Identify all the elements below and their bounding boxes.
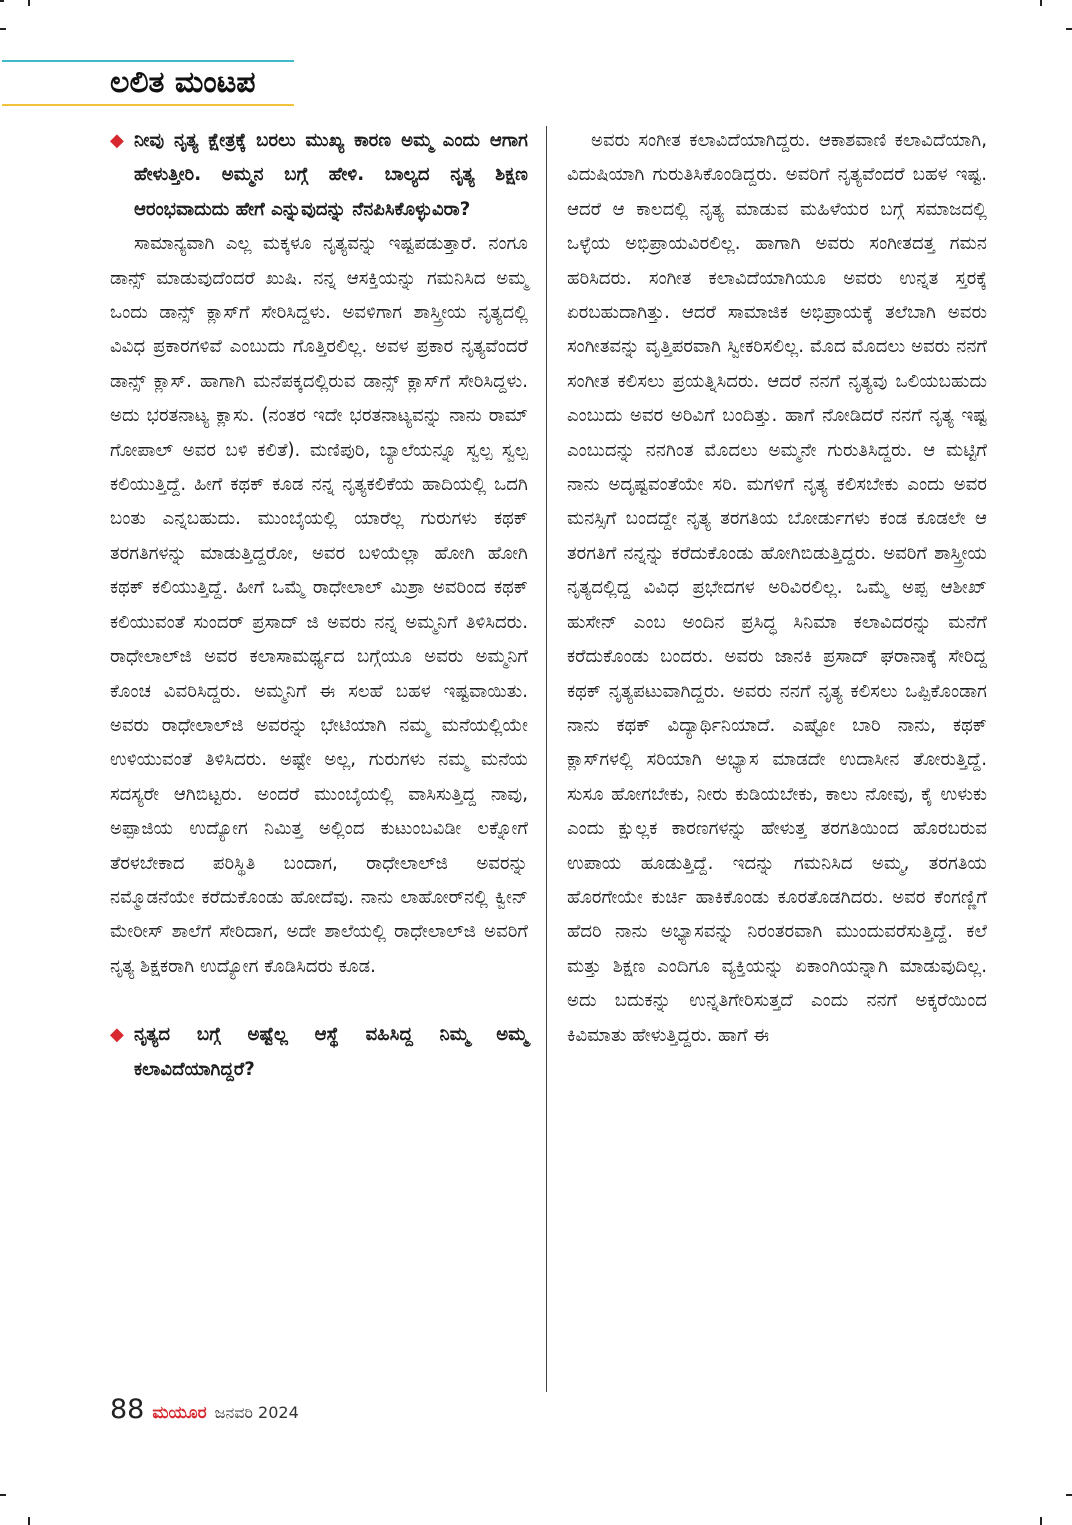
section-title: ಲಲಿತ ಮಂಟಪ	[110, 65, 256, 100]
crop-mark	[1066, 28, 1072, 30]
left-column	[110, 124, 528, 1087]
crop-mark	[1040, 1517, 1042, 1525]
diamond-bullet-icon: ◆	[110, 130, 124, 151]
question-2	[110, 1018, 528, 1087]
crop-mark	[28, 0, 30, 6]
crop-mark	[0, 0, 4, 2]
page-footer	[110, 1394, 299, 1430]
answer-1: ಸಾಮಾನ್ಯವಾಗಿ ಎಲ್ಲ ಮಕ್ಕಳೂ ನೃತ್ಯವನ್ನು ಇಷ್ಟಪಡುತ್ತಾರೆ. ನಂಗೂ ಡಾನ್ಸ್ ಮಾಡುವುದೆಂದರೆ ಖುಷಿ. ನನ್ನ ಆಸಕ್ತಿಯನ್ನು ಗಮನಿಸಿದ ಅಮ್ಮ ಒಂದು ಡಾನ್ಸ್ ಕ್ಲಾಸ್‌ಗೆ ಸೇರಿಸಿದ್ದಳು. ಅವಳಿಗಾಗ ಶಾಸ್ತ್ರೀಯ ನೃತ್ಯದಲ್ಲಿ ವಿವಿಧ ಪ್ರಕಾರಗಳಿವೆ ಎಂಬುದು ಗೊತ್ತಿರಲಿಲ್ಲ. ಅವಳ ಪ್ರಕಾರ ನೃತ್ಯವೆಂದರೆ ಡಾನ್ಸ್ ಕ್ಲಾಸ್. ಹಾಗಾಗಿ ಮನೆಪಕ್ಕದಲ್ಲಿರುವ ಡಾನ್ಸ್ ಕ್ಲಾಸ್‌ಗೆ ಸೇರಿಸಿದ್ದಳು. ಅದು ಭರತನಾಟ್ಯ ಕ್ಲಾಸು. (ನಂತರ ಇದೇ ಭರತನಾಟ್ಯವನ್ನು ನಾನು ರಾಮ್ ಗೋಪಾಲ್ ಅವರ ಬಳಿ ಕಲಿತೆ). ಮಣಿಪುರಿ, ಬ್ಯಾಲೆಯನ್ನೂ ಸ್ವಲ್ಪ ಸ್ವಲ್ಪ ಕಲಿಯುತ್ತಿದ್ದೆ. ಹೀಗೆ ಕಥಕ್ ಕೂಡ ನನ್ನ ನೃತ್ಯಕಲಿಕೆಯ ಹಾದಿಯಲ್ಲಿ ಒದಗಿ ಬಂತು ಎನ್ನಬಹುದು. ಮುಂಬೈಯಲ್ಲಿ ಯಾರೆಲ್ಲ ಗುರುಗಳು ಕಥಕ್ ತರಗತಿಗಳನ್ನು ಮಾಡುತ್ತಿದ್ದರೋ, ಅವರ ಬಳಿಯೆಲ್ಲಾ ಹೋಗಿ ಹೋಗಿ ಕಥಕ್ ಕಲಿಯುತ್ತಿದ್ದೆ. ಹೀಗೆ ಒಮ್ಮೆ ರಾಧೇಲಾಲ್ ಮಿಶ್ರಾ ಅವರಿಂದ ಕಥಕ್ ಕಲಿಯುವಂತೆ ಸುಂದರ್ ಪ್ರಸಾದ್ ಜಿ ಅವರು ನನ್ನ ಅಮ್ಮನಿಗೆ ತಿಳಿಸಿದರು. ರಾಧೇಲಾಲ್‌ಜಿ ಅವರ ಕಲಾಸಾಮರ್ಥ್ಯದ ಬಗ್ಗೆಯೂ ಅವರು ಅಮ್ಮನಿಗೆ ಕೊಂಚ ವಿವರಿಸಿದ್ದರು. ಅಮ್ಮನಿಗೆ ಈ ಸಲಹೆ ಬಹಳ ಇಷ್ಟವಾಯಿತು. ಅವರು ರಾಧೇಲಾಲ್‌ಜಿ ಅವರನ್ನು ಭೇಟಿಯಾಗಿ ನಮ್ಮ ಮನೆಯಲ್ಲಿಯೇ ಉಳಿಯುವಂತೆ ತಿಳಿಸಿದರು. ಅಷ್ಟೇ ಅಲ್ಲ, ಗುರುಗಳು ನಮ್ಮ ಮನೆಯ ಸದಸ್ಯರೇ ಆಗಿಬಿಟ್ಟರು. ಅಂದರೆ ಮುಂಬೈಯಲ್ಲಿ ವಾಸಿಸುತ್ತಿದ್ದ ನಾವು, ಅಪ್ಪಾಜಿಯ ಉದ್ಯೋಗ ನಿಮಿತ್ತ ಅಲ್ಲಿಂದ ಕುಟುಂಬವಿಡೀ ಲಕ್ನೋಗೆ ತೆರಳಬೇಕಾದ ಪರಿಸ್ಥಿತಿ ಬಂದಾಗ, ರಾಧೇಲಾಲ್‌ಜಿ ಅವರನ್ನು ನಮ್ಮೊಡನೆಯೇ ಕರೆದುಕೊಂಡು ಹೋದೆವು. ನಾನು ಲಾಹೋರ್‌ನಲ್ಲಿ ಕ್ವೀನ್ ಮೇರೀಸ್ ಶಾಲೆಗೆ ಸೇರಿದಾಗ, ಅದೇ ಶಾಲೆಯಲ್ಲಿ ರಾಧೇಲಾಲ್‌ಜಿ ಅವರಿಗೆ ನೃತ್ಯ ಶಿಕ್ಷಕರಾಗಿ ಉದ್ಯೋಗ ಕೊಡಿಸಿದರು ಕೂಡ.	[110, 233, 528, 977]
issue-date: ಜನವರಿ 2024	[214, 1403, 299, 1422]
crop-mark	[0, 1494, 6, 1496]
question-1-text: ನೀವು ನೃತ್ಯ ಕ್ಷೇತ್ರಕ್ಕೆ ಬರಲು ಮುಖ್ಯ ಕಾರಣ ಅಮ್ಮ ಎಂದು ಆಗಾಗ ಹೇಳುತ್ತೀರಿ. ಅಮ್ಮನ ಬಗ್ಗೆ ಹೇಳಿ. ಬಾಲ್ಯದ ನೃತ್ಯ ಶಿಕ್ಷಣ ಆರಂಭವಾದುದು ಹೇಗೆ ಎನ್ನುವುದನ್ನು ನೆನಪಿಸಿಕೊಳ್ಳುವಿರಾ?	[134, 130, 528, 220]
question-1	[110, 124, 528, 227]
crop-mark	[1040, 0, 1042, 6]
diamond-bullet-icon: ◆	[110, 1024, 124, 1046]
page-number: 88	[110, 1394, 145, 1425]
section-rule-bottom	[2, 104, 294, 106]
column-divider	[546, 126, 547, 1392]
magazine-logo: ಮಯೂರ	[152, 1403, 207, 1423]
right-column	[567, 124, 987, 1053]
answer-2: ಅವರು ಸಂಗೀತ ಕಲಾವಿದೆಯಾಗಿದ್ದರು. ಆಕಾಶವಾಣಿ ಕಲಾವಿದೆಯಾಗಿ, ವಿದುಷಿಯಾಗಿ ಗುರುತಿಸಿಕೊಂಡಿದ್ದರು. ಅವರಿಗೆ ನೃತ್ಯವೆಂದರೆ ಬಹಳ ಇಷ್ಟ. ಆದರೆ ಆ ಕಾಲದಲ್ಲಿ ನೃತ್ಯ ಮಾಡುವ ಮಹಿಳೆಯರ ಬಗ್ಗೆ ಸಮಾಜದಲ್ಲಿ ಒಳ್ಳೆಯ ಅಭಿಪ್ರಾಯವಿರಲಿಲ್ಲ. ಹಾಗಾಗಿ ಅವರು ಸಂಗೀತದತ್ತ ಗಮನ ಹರಿಸಿದರು. ಸಂಗೀತ ಕಲಾವಿದೆಯಾಗಿಯೂ ಅವರು ಉನ್ನತ ಸ್ತರಕ್ಕೆ ಏರಬಹುದಾಗಿತ್ತು. ಆದರೆ ಸಾಮಾಜಿಕ ಅಭಿಪ್ರಾಯಕ್ಕೆ ತಲೆಬಾಗಿ ಅವರು ಸಂಗೀತವನ್ನು ವೃತ್ತಿಪರವಾಗಿ ಸ್ವೀಕರಿಸಲಿಲ್ಲ. ಮೊದ ಮೊದಲು ಅವರು ನನಗೆ ಸಂಗೀತ ಕಲಿಸಲು ಪ್ರಯತ್ನಿಸಿದರು. ಆದರೆ ನನಗೆ ನೃತ್ಯವು ಒಲಿಯಬಹುದು ಎಂಬುದು ಅವರ ಅರಿವಿಗೆ ಬಂದಿತ್ತು. ಹಾಗೆ ನೋಡಿದರೆ ನನಗೆ ನೃತ್ಯ ಇಷ್ಟ ಎಂಬುದನ್ನು ನನಗಿಂತ ಮೊದಲು ಅಮ್ಮನೇ ಗುರುತಿಸಿದ್ದರು. ಆ ಮಟ್ಟಿಗೆ ನಾನು ಅದೃಷ್ಟವಂತೆಯೇ ಸರಿ. ಮಗಳಿಗೆ ನೃತ್ಯ ಕಲಿಸಬೇಕು ಎಂದು ಅವರ ಮನಸ್ಸಿಗೆ ಬಂದದ್ದೇ ನೃತ್ಯ ತರಗತಿಯ ಬೋರ್ಡುಗಳು ಕಂಡ ಕೂಡಲೇ ಆ ತರಗತಿಗೆ ನನ್ನನ್ನು ಕರೆದುಕೊಂಡು ಹೋಗಿಬಿಡುತ್ತಿದ್ದರು. ಅವರಿಗೆ ಶಾಸ್ತ್ರೀಯ ನೃತ್ಯದಲ್ಲಿದ್ದ ವಿವಿಧ ಪ್ರಭೇದಗಳ ಅರಿವಿರಲಿಲ್ಲ. ಒಮ್ಮೆ ಅಪ್ಪ ಆಶೀಖ್ ಹುಸೇನ್ ಎಂಬ ಅಂದಿನ ಪ್ರಸಿದ್ಧ ಸಿನಿಮಾ ಕಲಾವಿದರನ್ನು ಮನೆಗೆ ಕರೆದುಕೊಂಡು ಬಂದರು. ಅವರು ಜಾನಕಿ ಪ್ರಸಾದ್ ಘರಾನಾಕ್ಕೆ ಸೇರಿದ್ದ ಕಥಕ್ ನೃತ್ಯಪಟುವಾಗಿದ್ದರು. ಅವರು ನನಗೆ ನೃತ್ಯ ಕಲಿಸಲು ಒಪ್ಪಿಕೊಂಡಾಗ ನಾನು ಕಥಕ್ ವಿದ್ಯಾರ್ಥಿನಿಯಾದೆ. ಎಷ್ಟೋ ಬಾರಿ ನಾನು, ಕಥಕ್ ಕ್ಲಾಸ್‌ಗಳಲ್ಲಿ ಸರಿಯಾಗಿ ಅಭ್ಯಾಸ ಮಾಡದೇ ಉದಾಸೀನ ತೋರುತ್ತಿದ್ದೆ. ಸುಸೂ ಹೋಗಬೇಕು, ನೀರು ಕುಡಿಯಬೇಕು, ಕಾಲು ನೋವು, ಕೈ ಉಳುಕು ಎಂದು ಕ್ಷುಲ್ಲಕ ಕಾರಣಗಳನ್ನು ಹೇಳುತ್ತ ತರಗತಿಯಿಂದ ಹೊರಬರುವ ಉಪಾಯ ಹೂಡುತ್ತಿದ್ದೆ. ಇದನ್ನು ಗಮನಿಸಿದ ಅಮ್ಮ, ತರಗತಿಯ ಹೊರಗೇಯೇ ಕುರ್ಚಿ ಹಾಕಿಕೊಂಡು ಕೂರತೊಡಗಿದರು. ಅವರ ಕೆಂಗಣ್ಣಿಗೆ ಹೆದರಿ ನಾನು ಅಭ್ಯಾಸವನ್ನು ನಿರಂತರವಾಗಿ ಮುಂದುವರೆಸುತ್ತಿದ್ದೆ. ಕಲೆ ಮತ್ತು ಶಿಕ್ಷಣ ಎಂದಿಗೂ ವ್ಯಕ್ತಿಯನ್ನು ಏಕಾಂಗಿಯನ್ನಾಗಿ ಮಾಡುವುದಿಲ್ಲ. ಅದು ಬದುಕನ್ನು ಉನ್ನತಿಗೇರಿಸುತ್ತದೆ ಎಂದು ನನಗೆ ಅಕ್ಕರೆಯಿಂದ ಕಿವಿಮಾತು ಹೇಳುತ್ತಿದ್ದರು. ಹಾಗೆ ಈ	[567, 130, 987, 1046]
crop-mark	[28, 1517, 30, 1525]
question-2-text: ನೃತ್ಯದ ಬಗ್ಗೆ ಅಷ್ಟೆಲ್ಲ ಆಸ್ಥೆ ವಹಿಸಿದ್ದ ನಿಮ್ಮ ಅಮ್ಮ ಕಲಾವಿದೆಯಾಗಿದ್ದರೆ?	[134, 1024, 528, 1080]
crop-mark	[1066, 1494, 1072, 1496]
crop-mark	[0, 28, 6, 30]
